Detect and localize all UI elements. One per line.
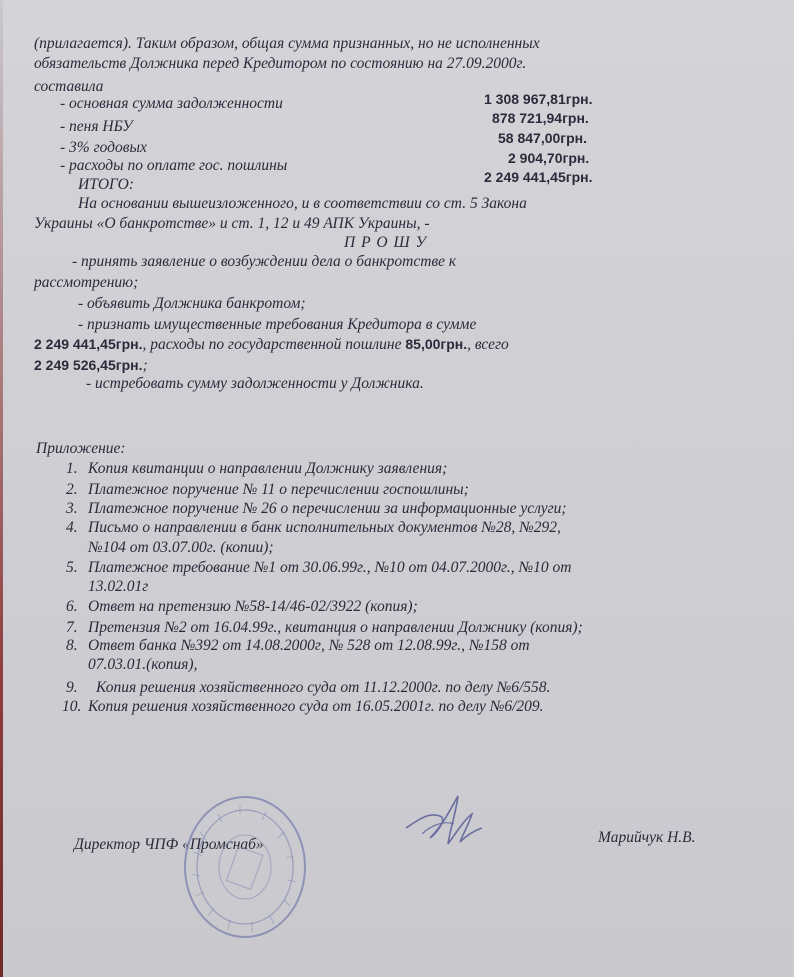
attachment-number: 7. [66,619,78,636]
attachment-number: 5. [66,559,78,576]
intro-line-3: составила [34,78,104,95]
amount-total-label: ИТОГО: [78,176,134,193]
attachments-heading: Приложение: [36,440,126,457]
basis-line-1: На основании вышеизложенного, и в соответствии со ст. 5 Закона [78,195,527,212]
attachment-item: Платежное поручение № 26 о перечислении за информационные услуги; [88,500,567,517]
request-2: - объявить Должника банкротом; [78,295,306,312]
request-3-fee: 85,00грн. [405,336,468,352]
amount-value: 2 904,70грн. [508,150,590,166]
handwritten-signature-icon [400,790,485,850]
attachment-item: Копия решения хозяйственного суда от 11.12.2000г. по делу №6/558. [96,679,551,696]
attachment-item: Копия решения хозяйственного суда от 16.05.2001г. по делу №6/209. [88,698,544,715]
page-edge [0,0,3,977]
attachment-number: 2. [66,481,78,498]
attachment-item: Ответ банка №392 от 14.08.2000г, № 528 от 12.08.99г., №158 от [88,637,530,654]
request-3-line-3 [34,356,148,375]
request-3-amount: 2 249 441,45грн. [34,336,143,352]
amount-label: - расходы по оплате гос. пошлины [60,157,288,174]
request-3-end: ; [142,357,148,374]
attachment-number: 1. [66,460,78,477]
attachment-number: 8. [66,637,78,654]
attachment-item: Претензия №2 от 16.04.99г., квитанция о направлении Должнику (копия); [88,619,583,636]
amount-label: - пеня НБУ [60,118,133,135]
amount-value: 1 308 967,81грн. [484,91,593,107]
signatory-position: Директор ЧПФ «Промснаб» [74,836,264,853]
attachment-item: Копия квитанции о направлении Должнику заявления; [88,460,448,477]
amount-label: - основная сумма задолженности [60,95,283,112]
attachment-item: Платежное требование №1 от 30.06.99г., №10 от 04.07.2000г., №10 от [88,559,572,576]
attachment-number: 6. [66,598,78,615]
attachment-item-continuation: 07.03.01.(копия), [88,656,198,673]
amount-value: 58 847,00грн. [498,130,588,146]
attachment-number: 3. [66,500,78,517]
request-3-tail: , всего [467,336,509,353]
attachment-item: Платежное поручение № 11 о перечислении госпошлины; [88,481,469,498]
attachment-number: 9. [66,679,78,696]
basis-line-2: Украины «О банкротстве» и ст. 1, 12 и 49 АПК Украины, - [34,215,430,232]
request-1-line-2: рассмотрению; [34,274,139,291]
amount-value: 878 721,94грн. [492,110,589,126]
amount-total-value: 2 249 441,45грн. [484,169,593,185]
intro-line-1: (прилагается). Таким образом, общая сумма признанных, но не исполненных [34,35,540,52]
request-4: - истребовать сумму задолженности у Должника. [86,375,424,392]
attachment-item: Письмо о направлении в банк исполнительных документов №28, №292, [88,519,561,536]
signatory-name: Марийчук Н.В. [598,829,696,846]
request-heading: П Р О Ш У [344,234,427,251]
amount-label: - 3% годовых [60,139,147,156]
request-3-mid: , расходы по государственной пошлине [142,336,406,353]
request-1-line-1: - принять заявление о возбуждении дела о банкротстве к [72,253,457,270]
company-seal-icon [180,792,310,942]
request-3-line-2 [34,335,509,354]
attachment-number: 4. [66,519,78,536]
attachment-item: Ответ на претензию №58-14/46-02/3922 (копия); [88,598,418,615]
request-3-total: 2 249 526,45грн. [34,357,143,373]
attachment-item-continuation: 13.02.01г [88,578,149,595]
intro-line-2: обязательств Должника перед Кредитором по состоянию на 27.09.2000г. [34,55,527,72]
request-3-line-1: - признать имущественные требования Кредитора в сумме [78,316,477,333]
attachment-number: 10. [62,698,82,715]
attachment-item-continuation: №104 от 03.07.00г. (копии); [88,539,274,556]
